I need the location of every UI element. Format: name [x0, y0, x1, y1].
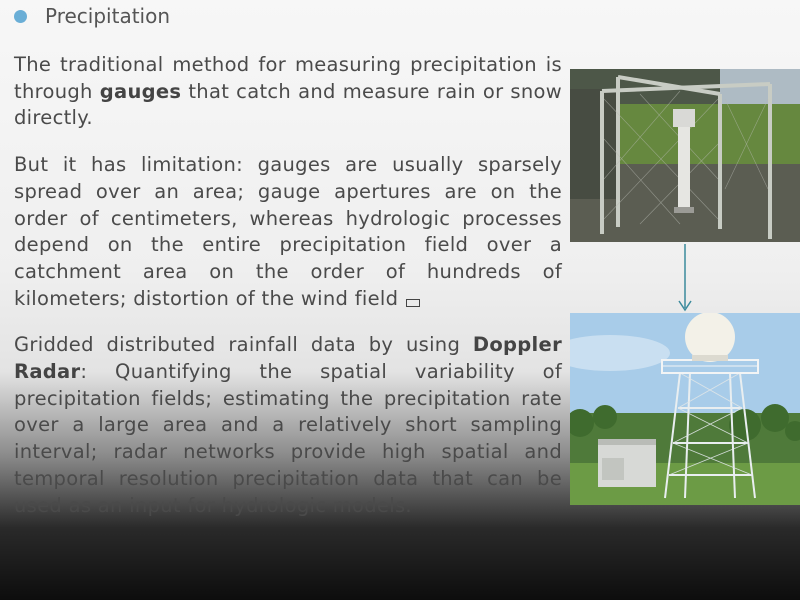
p2-text: But it has limitation: gauges are usually sparsely spread over an area; gauge apertures are on the order of centimeters, whereas hydrologic processes depend on the entire precipitation field over a catchment area on the order of hundreds of kilometers; distortion of the wind field	[14, 153, 562, 310]
p3-bold: Doppler Radar	[14, 333, 562, 384]
p3-text-a: Gridded distributed rainfall data by using	[14, 333, 473, 357]
p1-bold: gauges	[99, 79, 182, 103]
rain-gauge-photo	[570, 69, 800, 242]
body-text	[14, 52, 562, 539]
rain-gauge-illustration	[570, 69, 800, 242]
slide-heading	[14, 4, 170, 28]
paragraph-gauges	[14, 52, 562, 132]
note-icon	[406, 299, 420, 307]
p1-text-b: that catch and measure rain or snow directly.	[14, 79, 562, 130]
p3-text-b: : Quantifying the spatial variability of precipitation fields; estimating the precipitation rate over a large area and a relatively short sampling interval; radar networks provide high spatial and temporal resolution precipitation data that can be used as an input for hydrologic models.	[14, 360, 562, 517]
bullet-icon	[14, 10, 27, 23]
arrow-down-icon	[675, 244, 695, 314]
heading-text: Precipitation	[45, 4, 171, 28]
p1-text-a: The traditional method for measuring precipitation is through	[14, 53, 562, 103]
paragraph-limitation	[14, 152, 562, 312]
paragraph-radar	[14, 332, 562, 519]
radar-tower-illustration	[570, 313, 800, 505]
doppler-radar-photo	[570, 313, 800, 505]
